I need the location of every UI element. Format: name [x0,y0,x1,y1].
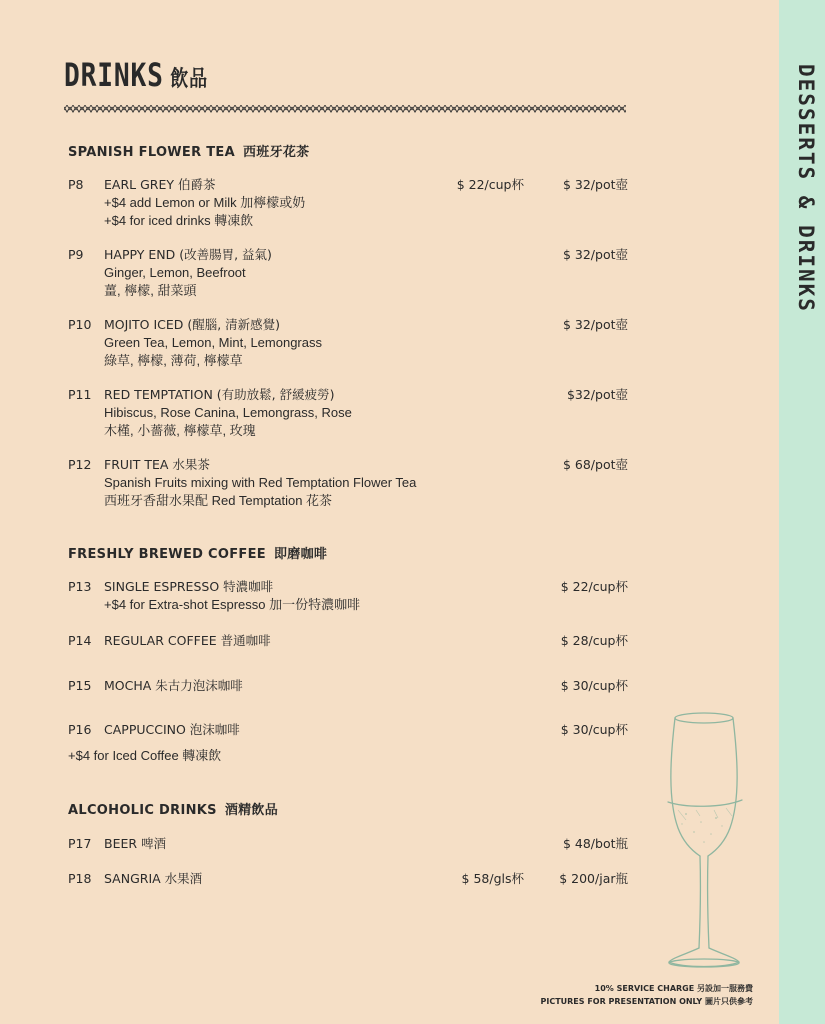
item-name: SINGLE ESPRESSO 特濃咖啡 [104,579,274,594]
item-desc: +$4 for iced drinks 轉凍飲 [104,213,254,228]
section-heading-en: FRESHLY BREWED COFFEE [68,547,266,562]
item-price: $ 32/pot壺 [562,177,628,192]
item-price: $ 28/cup杯 [560,633,628,648]
item-name: BEER 啤酒 [104,836,167,851]
item-code: P12 [68,457,92,472]
zigzag-divider [64,105,626,114]
wine-glass-illustration [656,710,752,972]
item-price: $ 48/bot瓶 [562,836,628,851]
item-name: EARL GREY 伯爵茶 [104,177,216,192]
item-price: $32/pot壺 [566,387,628,402]
section-heading-tea [68,141,309,160]
presentation-disclaimer: PICTURES FOR PRESENTATION ONLY 圖片只供參考 [540,997,753,1006]
section-heading-en: SPANISH FLOWER TEA [68,145,235,160]
item-code: P10 [68,317,92,332]
item-code: P8 [68,177,84,192]
item-name: SANGRIA 水果酒 [104,871,203,886]
item-price: $ 32/pot壺 [562,317,628,332]
item-desc: 西班牙香甜水果配 Red Temptation 花茶 [104,493,333,508]
page-title [64,56,208,94]
item-name: MOCHA 朱古力泡沫咖啡 [104,678,243,693]
service-charge-note: 10% SERVICE CHARGE 另設加一服務費 [594,984,753,993]
item-code: P18 [68,871,92,886]
item-desc: 薑, 檸檬, 甜菜頭 [104,283,197,298]
item-desc: Ginger, Lemon, Beefroot [104,265,246,280]
section-heading-coffee [68,543,327,562]
item-code: P15 [68,678,92,693]
item-name: RED TEMPTATION (有助放鬆, 舒緩疲勞) [104,387,335,402]
item-price: $ 200/jar瓶 [559,871,628,886]
item-desc: Green Tea, Lemon, Mint, Lemongrass [104,335,322,350]
side-tab-label: DESSERTS & DRINKS [794,64,818,313]
item-name: CAPPUCCINO 泡沫咖啡 [104,722,240,737]
item-code: P11 [68,387,92,402]
item-desc: +$4 add Lemon or Milk 加檸檬或奶 [104,195,306,210]
section-heading-en: ALCOHOLIC DRINKS [68,803,217,818]
item-name: FRUIT TEA 水果茶 [104,457,210,472]
section-heading-zh: 西班牙花茶 [242,145,310,160]
item-price: $ 32/pot壺 [562,247,628,262]
section-heading-zh: 酒精飲品 [224,803,279,818]
item-name: MOJITO ICED (醒腦, 清新感覺) [104,317,281,332]
item-name: REGULAR COFFEE 普通咖啡 [104,633,271,648]
item-code: P13 [68,579,92,594]
item-desc: +$4 for Extra-shot Espresso 加一份特濃咖啡 [104,597,361,612]
item-code: P16 [68,722,92,737]
item-price: $ 68/pot壺 [562,457,628,472]
item-code: P9 [68,247,84,262]
side-tab [779,0,825,1024]
page-title-en: DRINKS [64,56,164,94]
item-price: $ 30/cup杯 [560,678,628,693]
item-price-glass: $ 58/gls杯 [461,871,524,886]
item-code: P17 [68,836,92,851]
section-heading-alcohol [68,799,278,818]
item-desc: 綠草, 檸檬, 薄荷, 檸檬草 [104,353,243,368]
item-desc: Spanish Fruits mixing with Red Temptation Flower Tea [104,475,417,490]
item-code: P14 [68,633,92,648]
item-price-cup: $ 22/cup杯 [456,177,524,192]
item-name: HAPPY END (改善腸胃, 益氣) [104,247,272,262]
section-heading-zh: 即磨咖啡 [273,547,328,562]
item-desc: Hibiscus, Rose Canina, Lemongrass, Rose [104,405,352,420]
item-price: $ 22/cup杯 [560,579,628,594]
item-price: $ 30/cup杯 [560,722,628,737]
item-desc: 木槿, 小薔薇, 檸檬草, 玫瑰 [104,423,256,438]
iced-coffee-note: +$4 for Iced Coffee 轉凍飲 [68,748,222,763]
page-title-zh: 飲品 [170,67,208,92]
